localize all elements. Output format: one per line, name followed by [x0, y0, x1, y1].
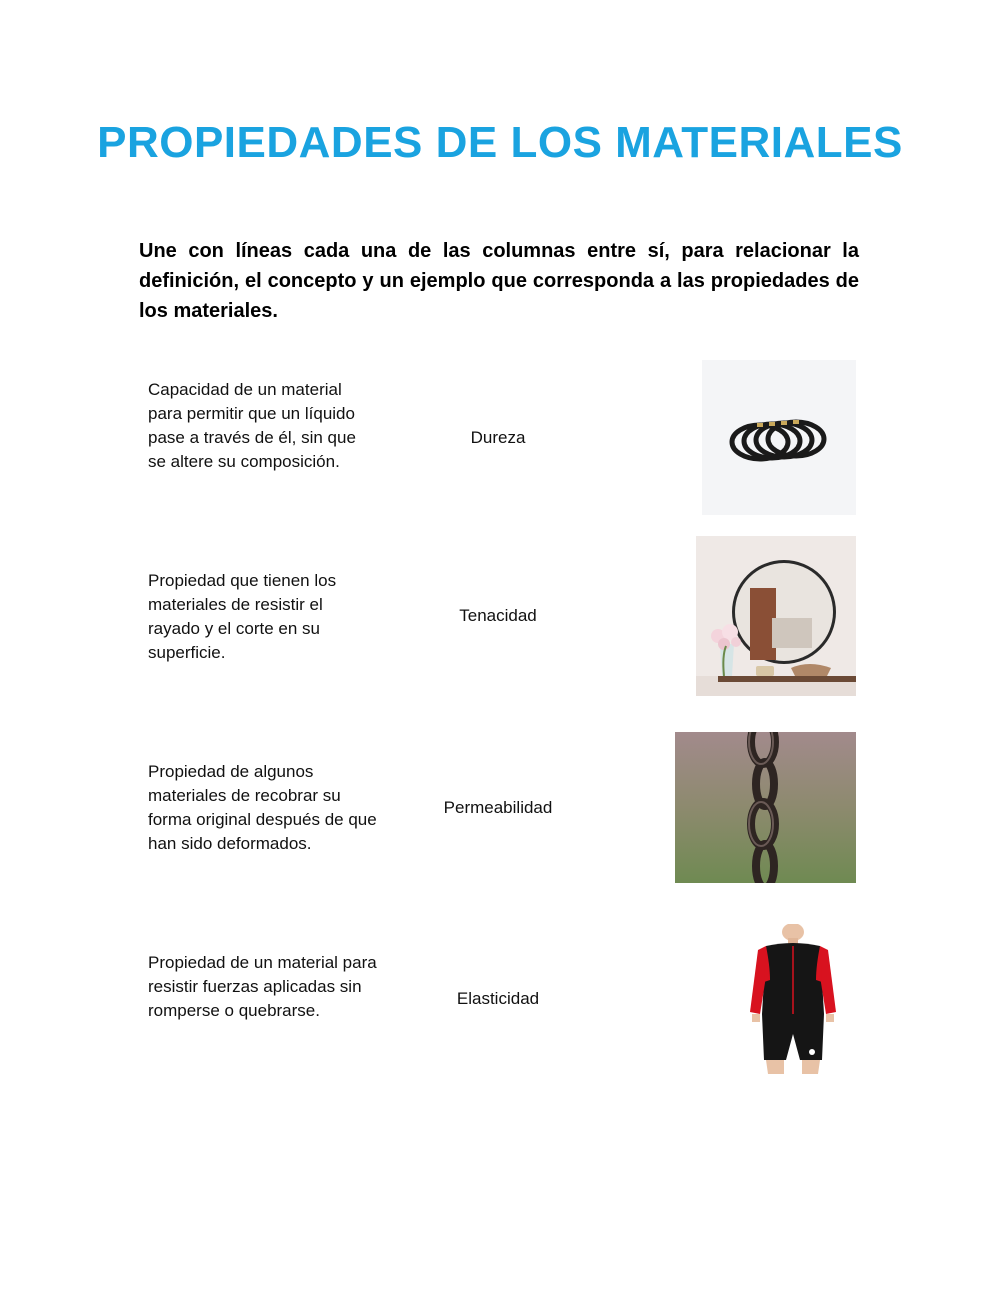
concept-permeabilidad[interactable]: Permeabilidad [443, 798, 553, 817]
instructions-text: Une con líneas cada una de las columnas entre sí, para relacionar la definición, el concepto y un ejemplo que corresponda a las propiedades de los materiales. [139, 240, 859, 322]
page-title: PROPIEDADES DE LOS MATERIALES [97, 118, 903, 167]
swimsuit-image[interactable] [732, 924, 854, 1082]
round-mirror-image[interactable] [696, 536, 856, 696]
concept-elasticidad[interactable]: Elasticidad [456, 989, 540, 1008]
concept-dureza[interactable]: Dureza [470, 428, 526, 447]
definition-2: Propiedad que tienen los materiales de resistir el rayado y el corte en su superficie. [148, 571, 337, 662]
metal-chain-image[interactable] [675, 732, 856, 883]
definition-4: Propiedad de un material para resistir fuerzas aplicadas sin romperse o quebrarse. [148, 953, 377, 1020]
hair-elastics-image[interactable] [702, 360, 856, 515]
concept-tenacidad[interactable]: Tenacidad [459, 606, 537, 625]
definition-3: Propiedad de algunos materiales de recobrar su forma original después de que han sido deformados. [148, 762, 377, 853]
definition-1: Capacidad de un material para permitir que un líquido pase a través de él, sin que se altere su composición. [148, 380, 356, 471]
